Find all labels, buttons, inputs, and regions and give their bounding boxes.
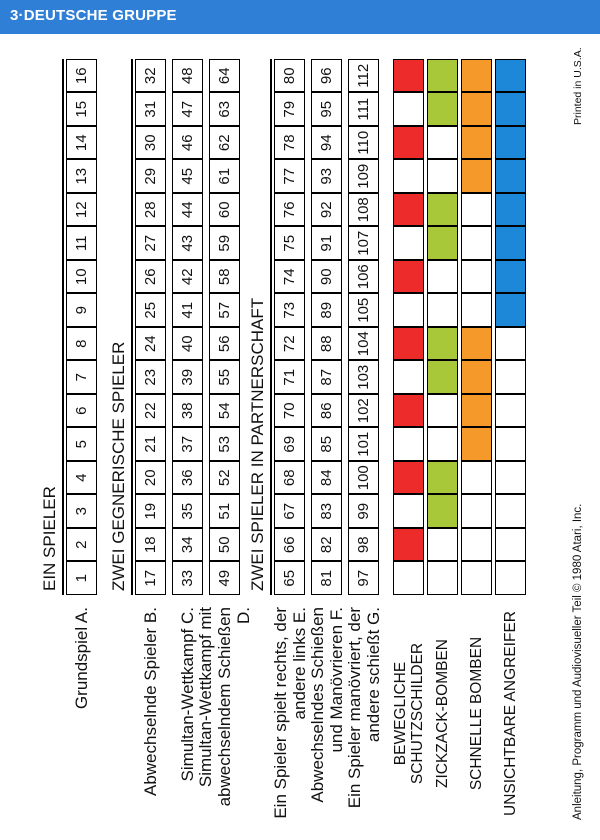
feature-cell (461, 294, 492, 328)
game-number-cell: 101 (348, 428, 379, 462)
game-number-cell: 62 (209, 126, 240, 160)
feature-cell (427, 461, 458, 495)
feature-cell (393, 562, 424, 596)
feature-cell (495, 93, 526, 127)
game-number-cell: 37 (172, 428, 203, 462)
game-number-cell: 31 (135, 93, 166, 127)
feature-cell (427, 294, 458, 328)
feature-cell (461, 562, 492, 596)
game-number-cell: 71 (274, 361, 305, 395)
game-number-cell: 9 (66, 294, 97, 328)
game-number-cell: 70 (274, 394, 305, 428)
game-number-cell: 88 (311, 327, 342, 361)
game-number-cell: 84 (311, 461, 342, 495)
game-number-cell: 74 (274, 260, 305, 294)
game-number-cell: 24 (135, 327, 166, 361)
row-label: Simultan-Wettkampf C. (178, 607, 197, 782)
game-number-cell: 100 (348, 461, 379, 495)
section-ein-spieler: EIN SPIELER (40, 486, 59, 591)
section-zwei-gegnerische-line (131, 59, 133, 595)
game-number-cell: 107 (348, 227, 379, 261)
feature-label: ZICKZACK-BOMBEN (434, 639, 451, 788)
game-number-cell: 58 (209, 260, 240, 294)
feature-cell (393, 495, 424, 529)
game-number-cell: 68 (274, 461, 305, 495)
section-zwei-gegnerische: ZWEI GEGNERISCHE SPIELER (109, 341, 128, 591)
feature-label: SCHNELLE BOMBEN (468, 636, 485, 791)
game-number-cell: 7 (66, 361, 97, 395)
game-number-cell: 75 (274, 227, 305, 261)
game-number-cell: 53 (209, 428, 240, 462)
game-number-cell: 1 (66, 562, 97, 596)
feature-cell (495, 495, 526, 529)
game-number-cell: 110 (348, 126, 379, 160)
game-number-cell: 59 (209, 227, 240, 261)
game-number-cell: 41 (172, 294, 203, 328)
game-number-cell: 38 (172, 394, 203, 428)
game-number-cell: 61 (209, 160, 240, 194)
feature-cell (393, 394, 424, 428)
game-number-cell: 11 (66, 227, 97, 261)
feature-cell (427, 193, 458, 227)
game-number-cell: 96 (311, 59, 342, 93)
feature-cell (427, 126, 458, 160)
feature-cell (495, 193, 526, 227)
game-number-cell: 43 (172, 227, 203, 261)
game-number-cell: 105 (348, 294, 379, 328)
game-number-cell: 102 (348, 394, 379, 428)
feature-cell (495, 327, 526, 361)
game-number-cell: 108 (348, 193, 379, 227)
feature-cell (495, 294, 526, 328)
game-number-cell: 46 (172, 126, 203, 160)
feature-cell (495, 126, 526, 160)
feature-cell (393, 260, 424, 294)
game-number-cell: 77 (274, 160, 305, 194)
game-number-cell: 39 (172, 361, 203, 395)
game-number-cell: 93 (311, 160, 342, 194)
feature-cell (461, 93, 492, 127)
game-number-cell: 42 (172, 260, 203, 294)
game-number-cell: 15 (66, 93, 97, 127)
feature-cell (461, 193, 492, 227)
game-number-cell: 81 (311, 562, 342, 596)
game-number-cell: 72 (274, 327, 305, 361)
game-number-cell: 25 (135, 294, 166, 328)
feature-cell (461, 428, 492, 462)
feature-cell (427, 361, 458, 395)
feature-cell (495, 461, 526, 495)
game-number-cell: 32 (135, 59, 166, 93)
game-number-cell: 47 (172, 93, 203, 127)
feature-cell (393, 361, 424, 395)
feature-cell (461, 495, 492, 529)
game-number-cell: 55 (209, 361, 240, 395)
feature-cell (393, 528, 424, 562)
feature-cell (495, 428, 526, 462)
game-number-cell: 6 (66, 394, 97, 428)
section-partnerschaft: ZWEI SPIELER IN PARTNERSCHAFT (248, 297, 267, 591)
game-number-cell: 91 (311, 227, 342, 261)
feature-cell (393, 327, 424, 361)
game-number-cell: 40 (172, 327, 203, 361)
game-number-cell: 103 (348, 361, 379, 395)
game-variation-table (38, 40, 518, 595)
game-number-cell: 20 (135, 461, 166, 495)
feature-cell (393, 193, 424, 227)
section-partnerschaft-line (270, 59, 272, 595)
game-number-cell: 48 (172, 59, 203, 93)
feature-cell (495, 260, 526, 294)
game-number-cell: 18 (135, 528, 166, 562)
feature-cell (495, 227, 526, 261)
game-number-cell: 17 (135, 562, 166, 596)
feature-cell (495, 394, 526, 428)
game-number-cell: 34 (172, 528, 203, 562)
game-number-cell: 36 (172, 461, 203, 495)
feature-label: UNSICHTBARE ANGREIFER (502, 611, 519, 816)
game-number-cell: 12 (66, 193, 97, 227)
game-number-cell: 92 (311, 193, 342, 227)
row-label: Grundspiel A. (72, 607, 91, 710)
game-number-cell: 13 (66, 160, 97, 194)
game-number-cell: 19 (135, 495, 166, 529)
feature-cell (461, 394, 492, 428)
feature-cell (393, 160, 424, 194)
game-number-cell: 67 (274, 495, 305, 529)
game-number-cell: 109 (348, 160, 379, 194)
game-number-cell: 69 (274, 428, 305, 462)
game-number-cell: 33 (172, 562, 203, 596)
game-number-cell: 54 (209, 394, 240, 428)
game-number-cell: 27 (135, 227, 166, 261)
game-number-cell: 51 (209, 495, 240, 529)
game-number-cell: 80 (274, 59, 305, 93)
game-number-cell: 22 (135, 394, 166, 428)
game-number-cell: 99 (348, 495, 379, 529)
feature-cell (461, 160, 492, 194)
game-number-cell: 3 (66, 495, 97, 529)
game-number-cell: 83 (311, 495, 342, 529)
feature-cell (427, 327, 458, 361)
game-number-cell: 44 (172, 193, 203, 227)
game-number-cell: 66 (274, 528, 305, 562)
row-label: Abwechselnde Spieler B. (141, 607, 160, 797)
feature-cell (427, 428, 458, 462)
game-number-cell: 86 (311, 394, 342, 428)
feature-cell (495, 562, 526, 596)
game-number-cell: 82 (311, 528, 342, 562)
game-number-cell: 16 (66, 59, 97, 93)
feature-cell (461, 528, 492, 562)
game-number-cell: 5 (66, 428, 97, 462)
game-number-cell: 85 (311, 428, 342, 462)
game-number-cell: 56 (209, 327, 240, 361)
feature-cell (393, 93, 424, 127)
feature-cell (427, 562, 458, 596)
game-number-cell: 26 (135, 260, 166, 294)
feature-cell (495, 361, 526, 395)
game-number-cell: 8 (66, 327, 97, 361)
game-number-cell: 4 (66, 461, 97, 495)
game-number-cell: 10 (66, 260, 97, 294)
game-number-cell: 94 (311, 126, 342, 160)
game-number-cell: 45 (172, 160, 203, 194)
game-number-cell: 52 (209, 461, 240, 495)
game-number-cell: 89 (311, 294, 342, 328)
feature-cell (461, 59, 492, 93)
feature-cell (461, 260, 492, 294)
row-label: Simultan-Wettkampf mit abwechselndem Schießen D. (196, 607, 253, 807)
feature-cell (461, 327, 492, 361)
section-ein-spieler-line (62, 59, 64, 595)
feature-cell (393, 227, 424, 261)
game-number-cell: 106 (348, 260, 379, 294)
game-number-cell: 14 (66, 126, 97, 160)
row-label: Abwechselndes Schießen und Manövrieren F. (307, 607, 346, 803)
game-number-cell: 29 (135, 160, 166, 194)
feature-cell (393, 294, 424, 328)
feature-cell (427, 394, 458, 428)
game-number-cell: 76 (274, 193, 305, 227)
row-label: Ein Spieler spielt rechts, der andere links E. (270, 607, 309, 819)
game-number-cell: 63 (209, 93, 240, 127)
feature-cell (427, 260, 458, 294)
feature-cell (461, 461, 492, 495)
feature-cell (461, 227, 492, 261)
feature-cell (393, 126, 424, 160)
game-number-cell: 79 (274, 93, 305, 127)
game-number-cell: 2 (66, 528, 97, 562)
feature-cell (427, 93, 458, 127)
feature-cell (495, 528, 526, 562)
row-label: Ein Spieler manövriert, der andere schießt G. (344, 607, 383, 809)
game-number-cell: 98 (348, 528, 379, 562)
feature-cell (495, 59, 526, 93)
feature-cell (427, 59, 458, 93)
feature-cell (427, 495, 458, 529)
feature-label: BEWEGLICHE SCHUTZSCHILDER (391, 642, 426, 785)
game-number-cell: 112 (348, 59, 379, 93)
copyright-footer: Anleitung, Programm und Audiovisueller Teil © 1980 Atari, Inc. (572, 503, 584, 820)
game-number-cell: 49 (209, 562, 240, 596)
feature-cell (427, 227, 458, 261)
game-number-cell: 97 (348, 562, 379, 596)
printed-in: Printed in U.S.A. (572, 47, 584, 125)
page-title: 3·DEUTSCHE GRUPPE (10, 7, 177, 24)
feature-cell (393, 59, 424, 93)
game-number-cell: 64 (209, 59, 240, 93)
game-number-cell: 78 (274, 126, 305, 160)
game-number-cell: 65 (274, 562, 305, 596)
game-number-cell: 104 (348, 327, 379, 361)
game-number-cell: 23 (135, 361, 166, 395)
game-number-cell: 35 (172, 495, 203, 529)
feature-cell (393, 461, 424, 495)
game-number-cell: 60 (209, 193, 240, 227)
game-number-cell: 21 (135, 428, 166, 462)
feature-cell (461, 126, 492, 160)
feature-cell (461, 361, 492, 395)
game-number-cell: 95 (311, 93, 342, 127)
game-number-cell: 73 (274, 294, 305, 328)
game-number-cell: 90 (311, 260, 342, 294)
game-number-cell: 57 (209, 294, 240, 328)
game-number-cell: 30 (135, 126, 166, 160)
feature-cell (393, 428, 424, 462)
feature-cell (427, 160, 458, 194)
feature-cell (427, 528, 458, 562)
game-number-cell: 87 (311, 361, 342, 395)
game-number-cell: 111 (348, 93, 379, 127)
game-number-cell: 28 (135, 193, 166, 227)
game-chart (20, 20, 590, 820)
feature-cell (495, 160, 526, 194)
game-number-cell: 50 (209, 528, 240, 562)
